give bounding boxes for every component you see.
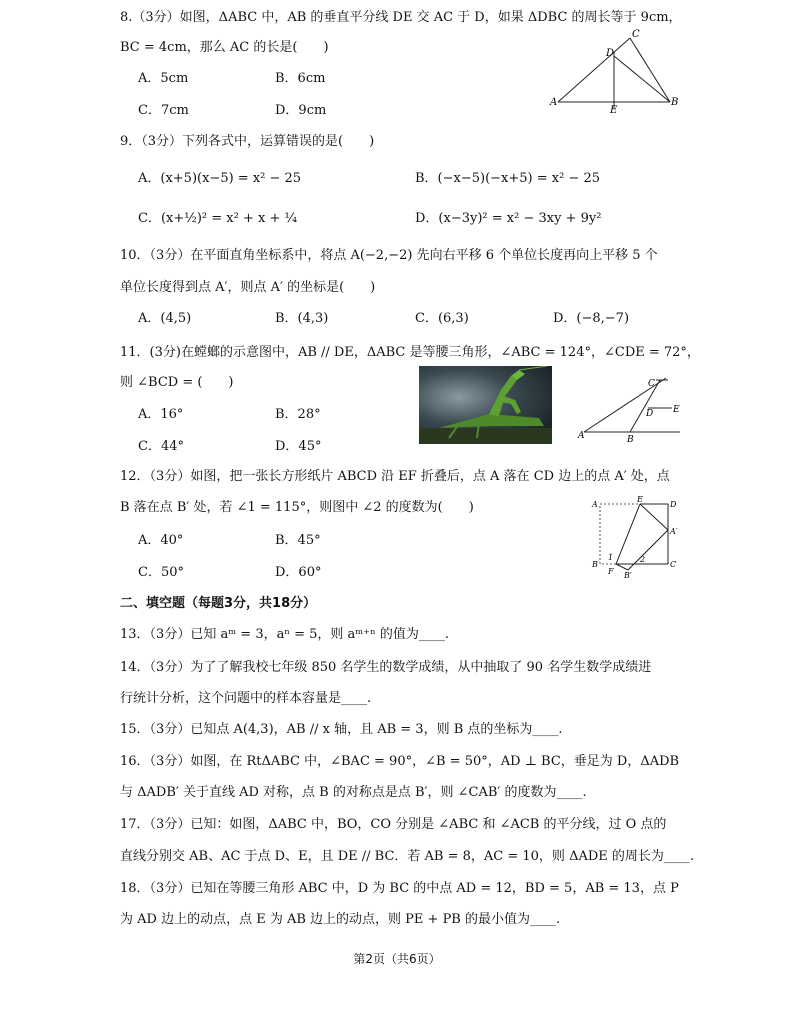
q9-option-a: A．(x+5)(x−5) = x² − 25 bbox=[138, 171, 302, 186]
q8-option-b: B．6cm bbox=[275, 71, 326, 86]
q11-fig-label-b: B bbox=[627, 435, 634, 444]
q10-line2: 单位长度得到点 A′，则点 A′ 的坐标是( ) bbox=[120, 280, 376, 295]
q8-fig-label-d: D bbox=[606, 48, 615, 59]
q8-option-c: C．7cm bbox=[138, 103, 189, 118]
q8-figure bbox=[548, 28, 680, 114]
mantis-illustration bbox=[419, 366, 552, 444]
q10-option-a: A．(4,5) bbox=[138, 311, 192, 326]
q12-line2: B 落在点 B′ 处，若 ∠1 = 115°，则图中 ∠2 的度数为( ) bbox=[120, 500, 474, 515]
q9-option-b: B．(−x−5)(−x+5) = x² − 25 bbox=[415, 171, 601, 186]
q9-option-d: D．(x−3y)² = x² − 3xy + 9y² bbox=[415, 211, 602, 226]
q10-line1: 10．（3分）在平面直角坐标系中，将点 A(−2,−2) 先向右平移 6 个单位长度再向上平移 5 个 bbox=[120, 248, 658, 263]
q11-line2: 则 ∠BCD = ( ) bbox=[120, 375, 234, 390]
q17-line1: 17．（3分）已知：如图，ΔABC 中，BO，CO 分别是 ∠ABC 和 ∠ACB 的平分线，过 O 点的 bbox=[120, 817, 667, 832]
q8-option-a: A．5cm bbox=[138, 71, 189, 86]
q8-fig-label-a: A bbox=[550, 97, 558, 108]
q8-fig-label-b: B bbox=[671, 97, 679, 108]
q12-option-a: A．40° bbox=[138, 533, 184, 548]
q13-stem: 13．（3分）已知 aᵐ = 3，aⁿ = 5，则 aᵐ⁺ⁿ 的值为____. bbox=[120, 627, 450, 642]
q16-line2: 与 ΔADB′ 关于直线 AD 对称，点 B 的对称点是点 B′，则 ∠CAB′ 的度数为____. bbox=[120, 785, 587, 800]
q16-line1: 16．（3分）如图，在 RtΔABC 中，∠BAC = 90°，∠B = 50°，AD ⊥ BC，垂足为 D，ΔADB bbox=[120, 754, 680, 769]
section-fill-in-heading: 二、填空题（每题3分，共18分） bbox=[120, 596, 317, 611]
q12-fig-label-a: A bbox=[592, 500, 598, 509]
q8-line2: BC = 4cm，那么 AC 的长是( ) bbox=[120, 40, 329, 55]
q12-fig-label-f: F bbox=[608, 567, 614, 576]
q11-fig-label-c: C bbox=[648, 379, 655, 389]
q12-option-d: D．60° bbox=[275, 565, 322, 580]
q11-fig-label-d: D bbox=[646, 409, 654, 419]
q18-line2: 为 AD 边上的动点，点 E 为 AB 边上的动点，则 PE + PB 的最小值为____. bbox=[120, 912, 561, 927]
q12-option-b: B．45° bbox=[275, 533, 321, 548]
q14-line1: 14．（3分）为了了解我校七年级 850 名学生的数学成绩，从中抽取了 90 名学生数学成绩进 bbox=[120, 660, 652, 675]
q8-option-d: D．9cm bbox=[275, 103, 327, 118]
q8-fig-label-c: C bbox=[632, 29, 640, 40]
q12-option-c: C．50° bbox=[138, 565, 184, 580]
q12-fig-label-e: E bbox=[637, 495, 643, 504]
q8-fig-label-e: E bbox=[610, 105, 618, 114]
q9-option-c: C．(x+½)² = x² + x + ¼ bbox=[138, 211, 298, 226]
q18-line1: 18．（3分）已知在等腰三角形 ABC 中，D 为 BC 的中点 AD = 12，BD = 5，AB = 13，点 P bbox=[120, 881, 679, 896]
q11-option-a: A．16° bbox=[138, 407, 184, 422]
q15-stem: 15．（3分）已知点 A(4,3)，AB // x 轴，且 AB = 3，则 B 点的坐标为____. bbox=[120, 722, 563, 737]
q9-stem: 9．（3分）下列各式中，运算错误的是( ) bbox=[120, 134, 375, 149]
q12-figure bbox=[590, 494, 682, 578]
q10-option-b: B．(4,3) bbox=[275, 311, 329, 326]
q11-line1: 11．(3分)在螳螂的示意图中，AB // DE，ΔABC 是等腰三角形，∠ABC = 124°，∠CDE = 72°， bbox=[120, 345, 700, 360]
mantis-photo bbox=[419, 366, 552, 444]
q12-fig-label-b: B bbox=[592, 560, 598, 569]
q14-line2: 行统计分析，这个问题中的样本容量是____. bbox=[120, 691, 372, 706]
q12-fig-label-angle2: 2 bbox=[640, 555, 646, 564]
q12-fig-label-a-prime: A′ bbox=[670, 527, 678, 536]
page-footer: 第2页（共6页） bbox=[353, 952, 441, 966]
q12-fig-label-c: C bbox=[670, 560, 677, 569]
q12-fig-label-angle1: 1 bbox=[608, 553, 614, 562]
q11-fig-label-e: E bbox=[673, 405, 680, 415]
q11-fig-label-a: A bbox=[578, 431, 585, 441]
q10-option-c: C．(6,3) bbox=[415, 311, 469, 326]
q11-option-c: C．44° bbox=[138, 439, 184, 454]
q12-line1: 12．（3分）如图，把一张长方形纸片 ABCD 沿 EF 折叠后，点 A 落在 CD 边上的点 A′ 处，点 bbox=[120, 469, 670, 484]
q11-figure bbox=[576, 372, 686, 444]
q8-line1: 8.（3分）如图，ΔABC 中，AB 的垂直平分线 DE 交 AC 于 D，如果 ΔDBC 的周长等于 9cm， bbox=[120, 10, 682, 25]
q17-line2: 直线分别交 AB、AC 于点 D、E，且 DE // BC．若 AB = 8，AC = 10，则 ΔADE 的周长为____. bbox=[120, 849, 695, 864]
q11-option-b: B．28° bbox=[275, 407, 321, 422]
q10-option-d: D．(−8,−7) bbox=[553, 311, 630, 326]
q11-option-d: D．45° bbox=[275, 439, 322, 454]
q12-fig-label-d: D bbox=[670, 500, 677, 509]
q12-fig-label-b-prime: B′ bbox=[624, 571, 632, 578]
